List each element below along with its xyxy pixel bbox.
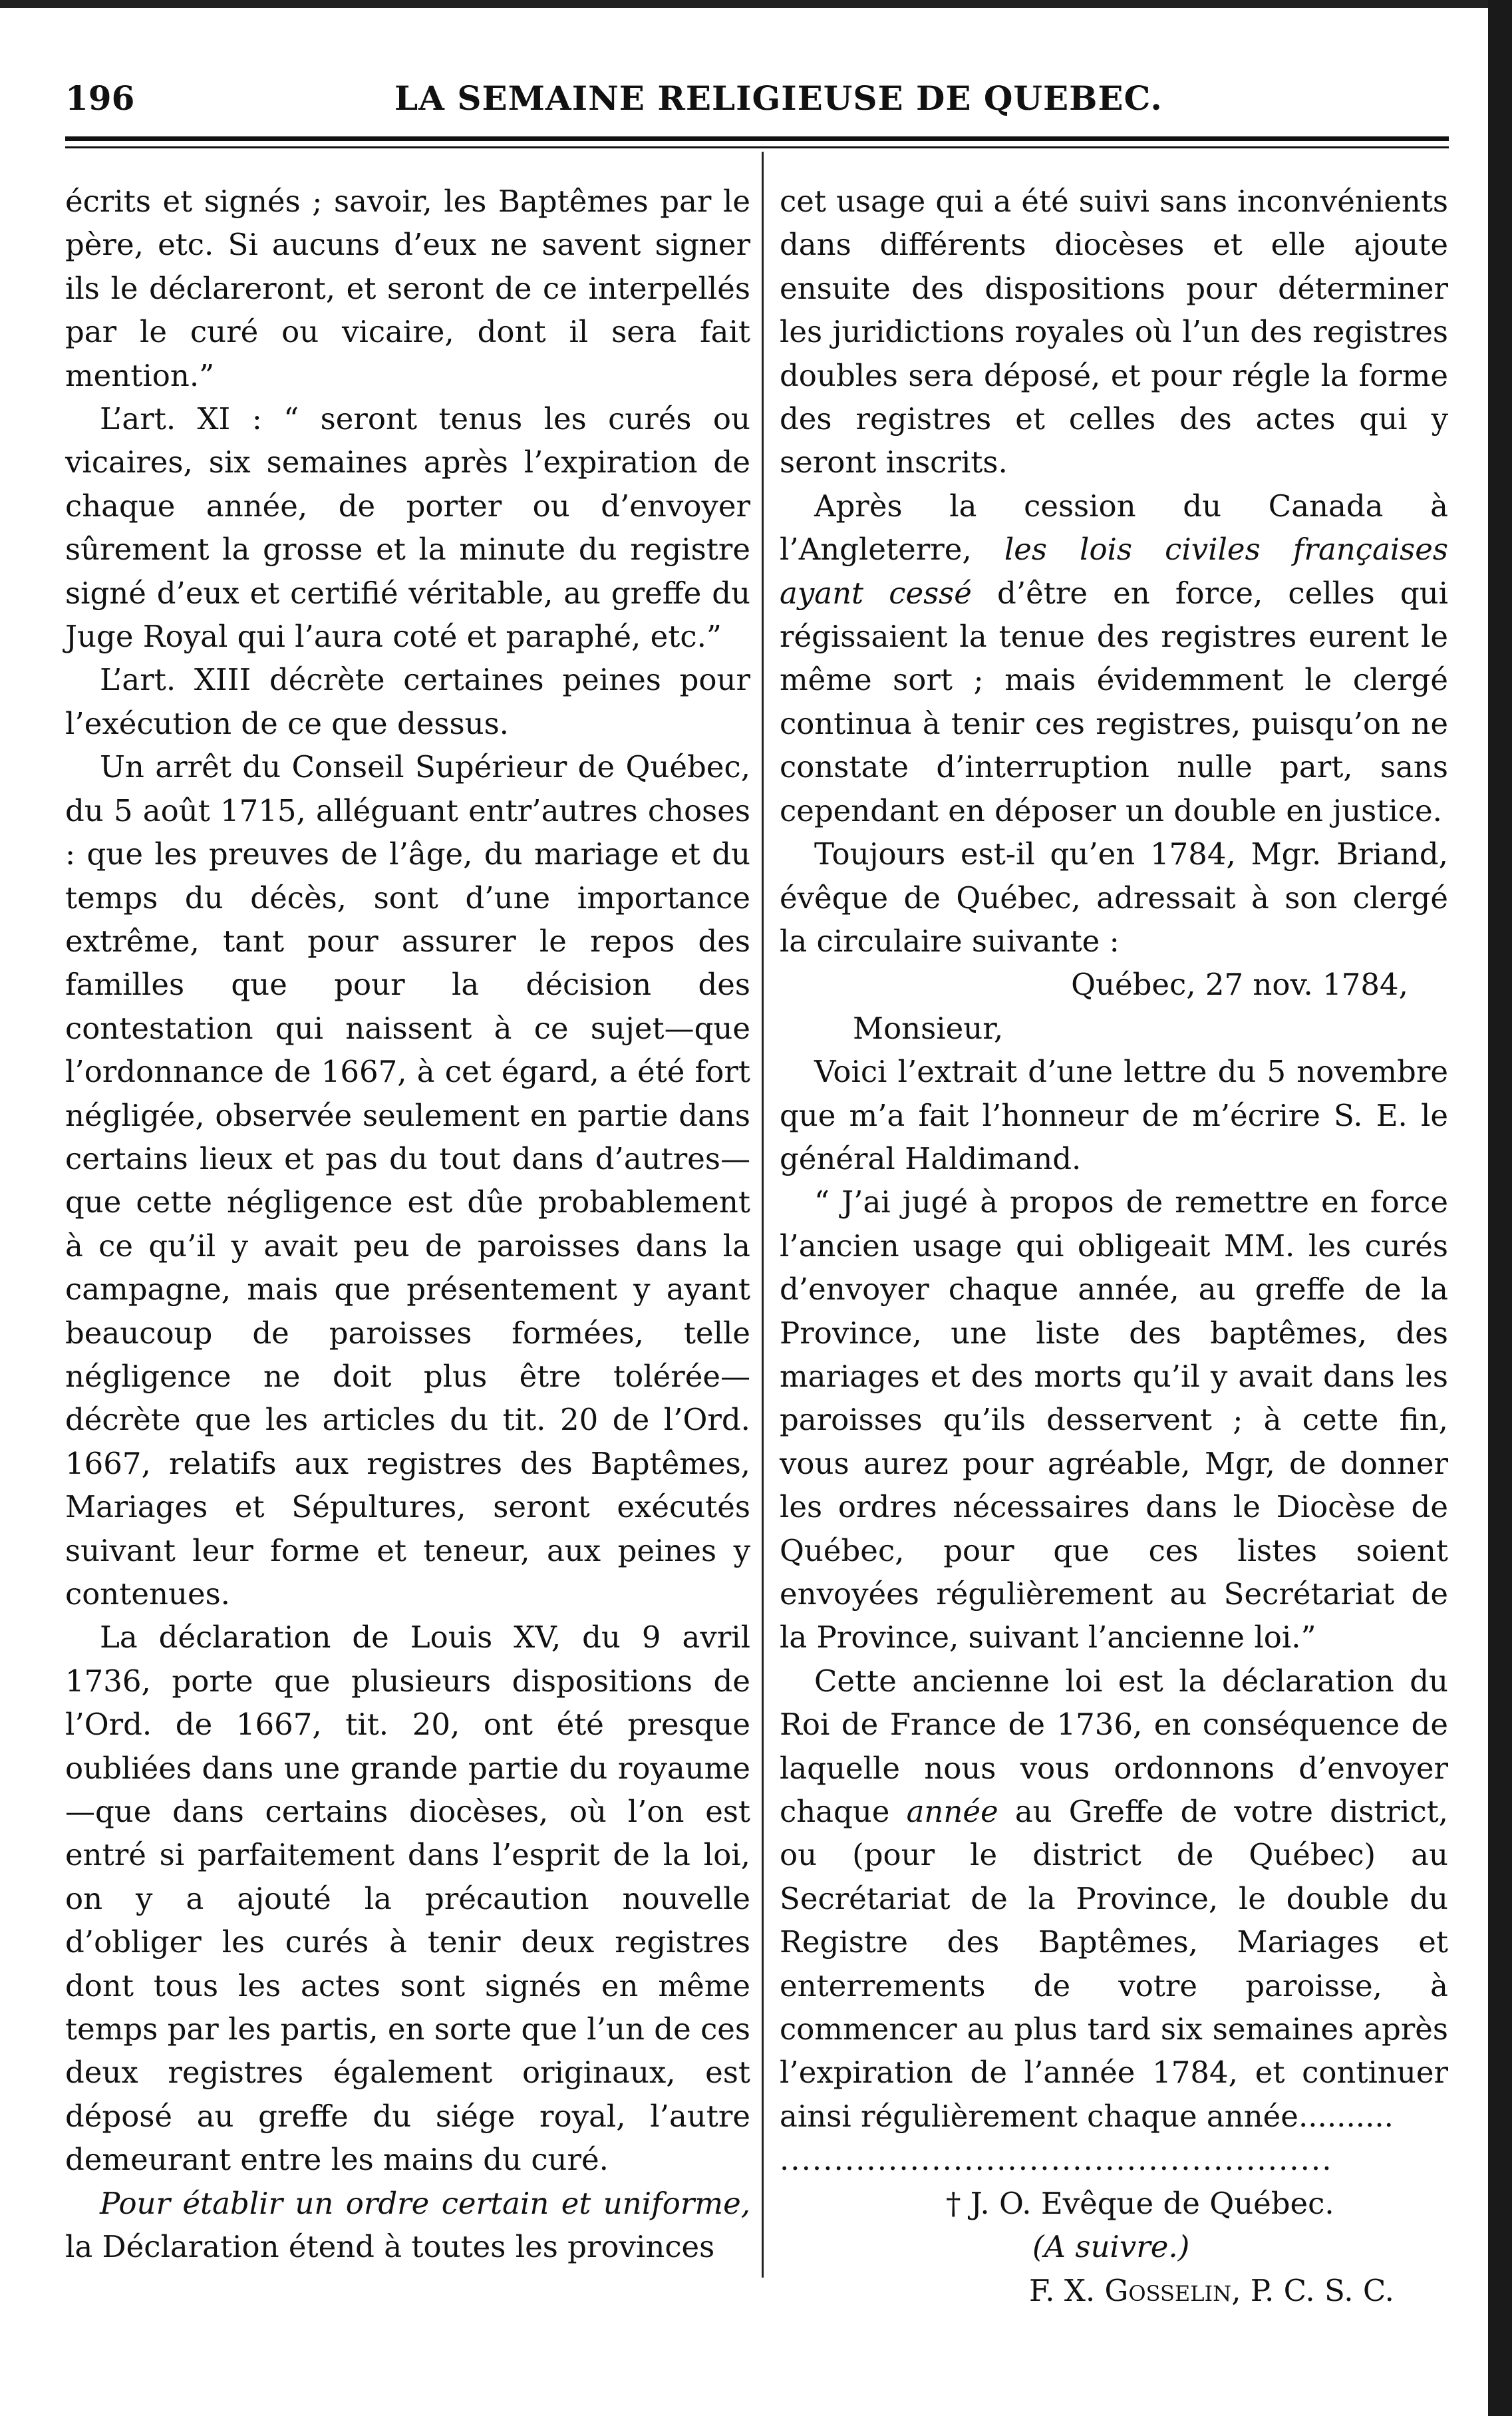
right-paragraph-6-italic: année (906, 1794, 998, 1830)
ellipsis-line: ................................................... (780, 2142, 1333, 2178)
right-paragraph-1: cet usage qui a été suivi sans inconvénients dans différents diocèses et elle ajoute ensuite des dispositions pour déterminer les juridictions royales où l’un des registres doubles sera déposé, et pour régle la forme des registres et celles des actes qui y seront inscrits. (780, 184, 1448, 480)
right-paragraph-6 (780, 1659, 1448, 2138)
author-name: Gosselin (1104, 2272, 1232, 2308)
left-paragraph-3: L’art. XIII décrète certaines peines pour l’exécution de ce que dessus. (65, 662, 750, 741)
author-prefix: F. X. (1029, 2272, 1105, 2308)
page-header (65, 72, 1449, 132)
letter-dateline: Québec, 27 nov. 1784, (1071, 967, 1408, 1003)
author-suffix: , P. C. S. C. (1231, 2272, 1394, 2308)
column-divider (762, 152, 764, 2278)
left-paragraph-6 (65, 2182, 750, 2269)
right-column (780, 180, 1448, 2312)
right-paragraph-2-text-b: d’être en force, celles qui régissaient la tenue des registres eurent le même sort ; mais évidemment le clergé continua à tenir ces registres, puisqu’on ne constate d’interruption nulle part, sans cependant en déposer un double en justice. (780, 575, 1449, 828)
left-paragraph-5: La déclaration de Louis XV, du 9 avril 1736, porte que plusieurs dispositions de l’Ord. de 1667, tit. 20, ont été presque oubliées dans une grande partie du royaume —que dans certains diocèses, où l’on est entré si parfaitement dans l’esprit de la loi, on y a ajouté la précaution nouvelle d’obliger les curés à tenir deux registres dont tous les actes sont signés en même temps par les partis, en sorte que l’un de ces deux registres également originaux, est déposé au greffe du siége royal, l’autre demeurant entre les mains du curé. (65, 1620, 750, 2178)
right-paragraph-5: “ J’ai jugé à propos de remettre en force l’ancien usage qui obligeait MM. les curés d’envoyer chaque année, au greffe de la Province, une liste des baptêmes, des mariages et des morts qu’il y avait dans les paroisses qu’ils desservent ; à cette fin, vous aurez pour agréable, Mgr, de donner les ordres nécessaires dans le Diocèse de Québec, pour que ces listes soient envoyées régulièrement au Secrétariat de la Province, suivant l’ancienne loi.” (780, 1184, 1448, 1655)
header-rule-thin (65, 146, 1449, 148)
right-paragraph-2 (780, 484, 1448, 832)
right-paragraph-4: Voici l’extrait d’une lettre du 5 novembre que m’a fait l’honneur de m’écrire S. E. le général Haldimand. (780, 1054, 1448, 1176)
right-paragraph-2-italic: les lois civiles françaises ayant cessé (780, 532, 1448, 611)
bishop-signature: † J. O. Evêque de Québec. (946, 2185, 1334, 2221)
left-paragraph-1: écrits et signés ; savoir, les Baptêmes par le père, etc. Si aucuns d’eux ne savent signer ils le déclareront, et seront de ce interpellés par le curé ou vicaire, dont il sera fait mention.” (65, 184, 750, 393)
running-title: LA SEMAINE RELIGIEUSE DE QUEBEC. (394, 79, 1163, 118)
article-author (780, 2269, 1448, 2312)
right-paragraph-2-text-a: Après la cession du Canada à l’Angleterre, (780, 488, 1448, 568)
right-paragraph-6-text-b: au Greffe de votre district, ou (pour le district de Québec) au Secrétariat de la Province, le double du Registre des Baptêmes, Mariages et enterrements de votre paroisse, à commencer au plus tard six semaines après l’expiration de l’année 1784, et continuer ainsi régulièrement chaque année.......... (780, 1794, 1448, 2134)
left-column (65, 180, 750, 2269)
header-rule-thick (65, 136, 1449, 141)
left-paragraph-6-text: la Déclaration étend à toutes les provinces (65, 2229, 715, 2265)
left-paragraph-4: Un arrêt du Conseil Supérieur de Québec, du 5 août 1715, alléguant entr’autres choses : que les preuves de l’âge, du mariage et du temps du décès, sont d’une importance extrême, tant pour assurer le repos des familles que pour la décision des contestation qui naissent à ce sujet—que l’ordonnance de 1667, à cet égard, a été fort négligée, observée seulement en partie dans certains lieux et pas du tout dans d’autres—que cette négligence est dûe probablement à ce qu’il y avait peu de paroisses dans la campagne, mais que présentement y ayant beaucoup de paroisses formées, telle négligence ne doit plus être tolérée—décrète que les articles du tit. 20 de l’Ord. 1667, relatifs aux registres des Baptêmes, Mariages et Sépultures, seront exécutés suivant leur forme et teneur, aux peines y contenues. (65, 749, 750, 1612)
page-number: 196 (65, 79, 135, 118)
left-paragraph-2: L’art. XI : “ seront tenus les curés ou vicaires, six semaines après l’expiration de chaque année, de porter ou d’envoyer sûrement la grosse et la minute du registre signé d’eux et certifié véritable, au greffe du Juge Royal qui l’aura coté et paraphé, etc.” (65, 401, 750, 655)
page-edge-top (0, 0, 1512, 8)
right-paragraph-6-text-a: Cette ancienne loi est la déclaration du Roi de France de 1736, en conséquence de laquelle nous vous ordonnons d’envoyer chaque (780, 1663, 1448, 1830)
page-edge-right (1488, 0, 1512, 2416)
to-be-continued: (A suivre.) (1032, 2229, 1190, 2265)
letter-salutation: Monsieur, (853, 1010, 1004, 1046)
left-paragraph-6-italic: Pour établir un ordre certain et uniforme, (100, 2185, 750, 2221)
right-paragraph-3: Toujours est-il qu’en 1784, Mgr. Briand, évêque de Québec, adressait à son clergé la circulaire suivante : (780, 836, 1448, 959)
